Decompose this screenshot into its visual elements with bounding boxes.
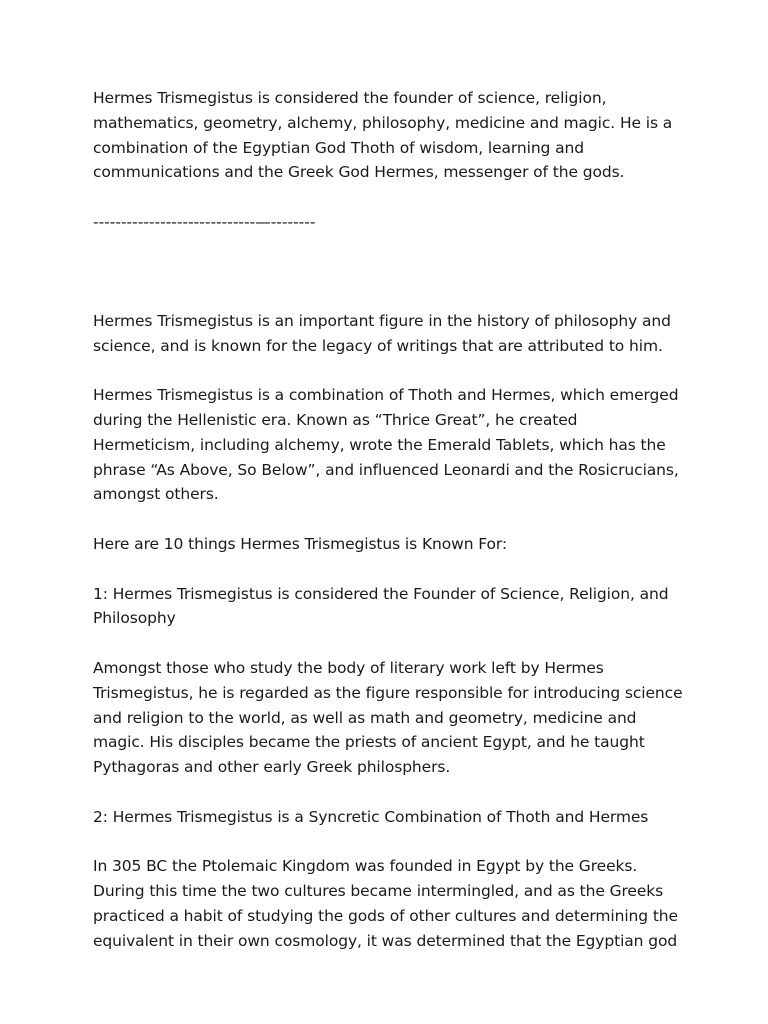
document-body <box>93 86 683 978</box>
list-intro: Here are 10 things Hermes Trismegistus is Known For: <box>93 534 508 553</box>
section-heading-2: 2: Hermes Trismegistus is a Syncretic Combination of Thoth and Hermes <box>93 807 649 826</box>
paragraph-important-figure: Hermes Trismegistus is an important figure in the history of philosophy and science, and is known for the legacy of writings that are attributed to him. <box>93 311 671 355</box>
section-body-1: Amongst those who study the body of literary work left by Hermes Trismegistus, he is regarded as the figure responsible for introducing science and religion to the world, as well as math and geometry, medicine and magic. His disciples became the priests of ancient Egypt, and he taught Pythagoras and other early Greek philosphers. <box>93 658 683 777</box>
section-heading-1: 1: Hermes Trismegistus is considered the Founder of Science, Religion, and Philosophy <box>93 584 669 628</box>
intro-paragraph: Hermes Trismegistus is considered the founder of science, religion, mathematics, geometry, alchemy, philosophy, medicine and magic. He is a combination of the Egyptian God Thoth of wisdom, learning and communications and the Greek God Hermes, messenger of the gods. <box>93 89 673 182</box>
dash-divider: -----------------------------—-------- <box>93 212 316 231</box>
paragraph-combination: Hermes Trismegistus is a combination of Thoth and Hermes, which emerged during the Hellenistic era. Known as “Thrice Great”, he created Hermeticism, including alchemy, wrote the Emerald Tablets, which has the phrase “As Above, So Below”, and influenced Leonardi and the Rosicrucians, amongst others. <box>93 386 679 504</box>
section-body-2: In 305 BC the Ptolemaic Kingdom was founded in Egypt by the Greeks. During this time the two cultures became intermingled, and as the Greeks practiced a habit of studying the gods of other cultures and determining the equivalent in their own cosmology, it was determined that the Egyptian god <box>93 857 678 950</box>
